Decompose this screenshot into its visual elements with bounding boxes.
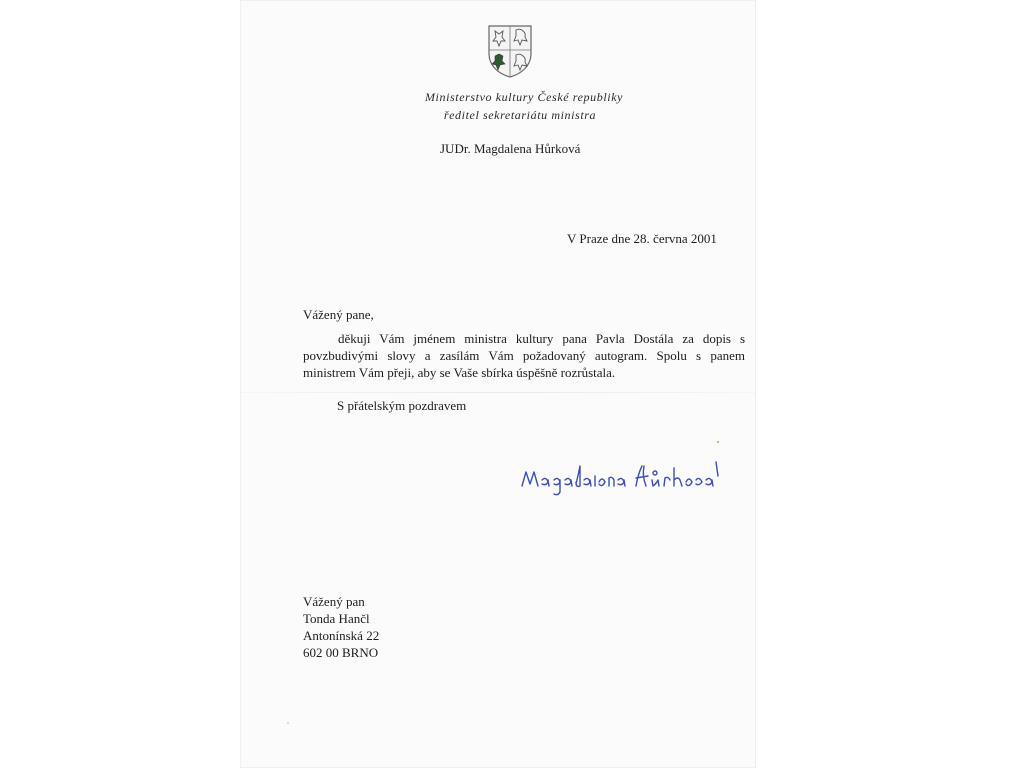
recipient-street: Antonínská 22 <box>303 628 380 643</box>
ministry-department: ředitel sekretariátu ministra <box>443 108 597 122</box>
salutation: Vážený pane, <box>303 307 374 322</box>
closing-phrase: S přátelským pozdravem <box>337 398 467 413</box>
letter-body: děkuji Vám jménem ministra kultury pana Pavla Dostála za dopis s povzbudivými slovy a zasílám Vám požadovaný autogram. Spolu s panem ministrem Vám přeji, aby se Vaše sbírka úspěšně rozrůstala. <box>303 331 745 380</box>
recipient-greeting: Vážený pan <box>303 594 365 609</box>
letter-date: V Praze dne 28. června 2001 <box>567 231 717 246</box>
sender-name: JUDr. Magdalena Hůrková <box>440 141 581 156</box>
paper-speck <box>287 722 289 724</box>
handwritten-signature <box>518 458 728 498</box>
recipient-name: Tonda Hančl <box>303 611 370 626</box>
ministry-name: Ministerstvo kultury České republiky <box>424 90 624 104</box>
recipient-city: 602 00 BRNO <box>303 645 379 660</box>
paper-fold-line <box>240 392 756 393</box>
czech-coat-of-arms-icon <box>487 24 533 78</box>
recipient-address <box>303 593 379 661</box>
paper-speck <box>717 441 719 443</box>
letter-paper <box>240 0 756 768</box>
